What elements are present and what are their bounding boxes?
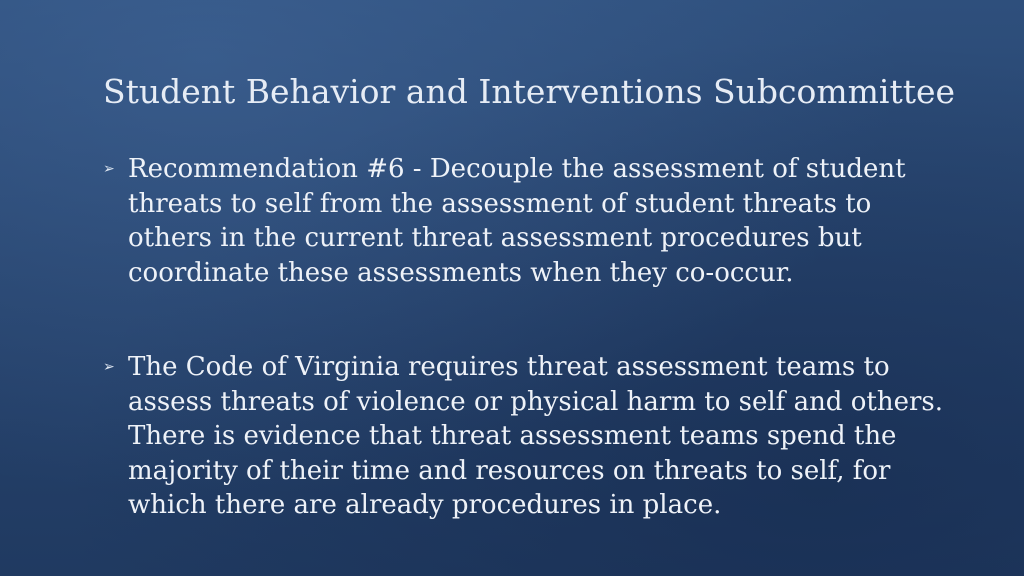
bullet-text: The Code of Virginia requires threat assessment teams to assess threats of violence or physical harm to self and others. There is evidence that threat assessment teams spend the majority of their time and resources on threats to self, for which there are already procedures in place. (128, 352, 943, 520)
slide-title: Student Behavior and Interventions Subcommittee (103, 72, 956, 111)
bullet-item (103, 152, 963, 290)
arrow-bullet-icon: ➢ (103, 161, 115, 177)
bullet-text: Recommendation #6 - Decouple the assessment of student threats to self from the assessment of student threats to others in the current threat assessment procedures but coordinate these assessments when they co-occur. (128, 154, 906, 288)
arrow-bullet-icon: ➢ (103, 359, 115, 375)
bullet-list (103, 152, 963, 523)
bullet-item (103, 350, 963, 523)
